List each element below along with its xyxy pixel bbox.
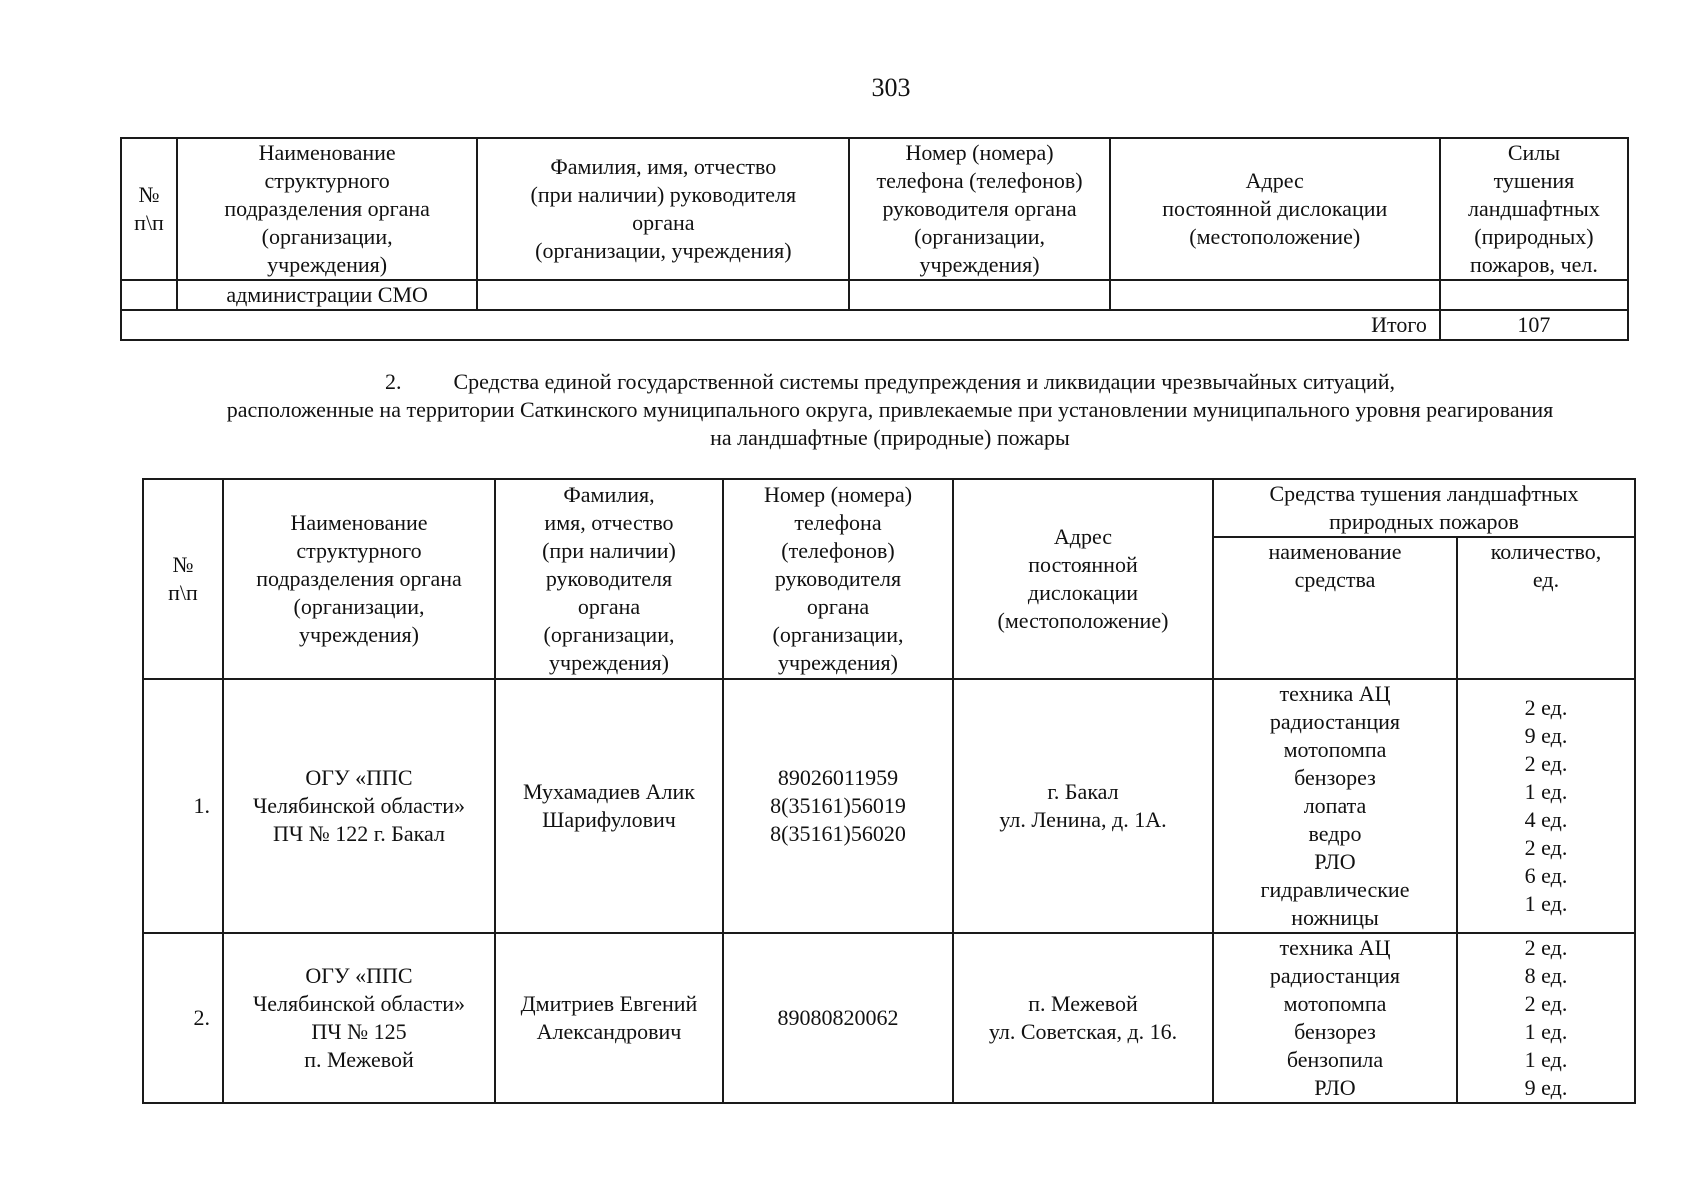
total-label: Итого: [121, 310, 1440, 340]
header-unit-name: Наименование структурного подразделения органа (организации, учреждения): [223, 479, 495, 679]
table-header-row: [143, 479, 1635, 537]
header-means-name: наименование средства: [1213, 537, 1457, 679]
means-table: [142, 478, 1636, 1104]
header-address: Адрес постоянной дислокации (местоположение): [1110, 138, 1440, 280]
total-value: 107: [1440, 310, 1628, 340]
page-number: 303: [871, 73, 911, 102]
section-2-heading: [0, 368, 1698, 452]
cell-unit-name: ОГУ «ППС Челябинской области» ПЧ № 122 г. Бакал: [223, 679, 495, 933]
cell-means-name: техника АЦ радиостанция мотопомпа бензорез бензопила РЛО: [1213, 933, 1457, 1103]
header-phone: Номер (номера) телефона (телефонов) руководителя органа (организации, учреждения): [849, 138, 1109, 280]
cell-head-name: Мухамадиев Алик Шарифулович: [495, 679, 723, 933]
cell-unit-name: администрации СМО: [177, 280, 477, 310]
header-means-group: Средства тушения ландшафтных природных пожаров: [1213, 479, 1635, 537]
header-forces: Силы тушения ландшафтных (природных) пожаров, чел.: [1440, 138, 1628, 280]
cell-phone: 89026011959 8(35161)56019 8(35161)56020: [723, 679, 953, 933]
cell-means-qty: 2 ед. 9 ед. 2 ед. 1 ед. 4 ед. 2 ед. 6 ед. 1 ед.: [1457, 679, 1635, 933]
header-num: № п\п: [121, 138, 177, 280]
table-row: [121, 280, 1628, 310]
cell-address: г. Бакал ул. Ленина, д. 1А.: [953, 679, 1213, 933]
header-phone: Номер (номера) телефона (телефонов) руководителя органа (организации, учреждения): [723, 479, 953, 679]
header-address: Адрес постоянной дислокации (местоположение): [953, 479, 1213, 679]
cell-means-name: техника АЦ радиостанция мотопомпа бензорез лопата ведро РЛО гидравлические ножницы: [1213, 679, 1457, 933]
section-number: 2.: [385, 369, 402, 394]
table-header-row: [121, 138, 1628, 280]
forces-table: [120, 137, 1629, 341]
table-row: [143, 933, 1635, 1103]
cell-means-qty: 2 ед. 8 ед. 2 ед. 1 ед. 1 ед. 9 ед.: [1457, 933, 1635, 1103]
cell-unit-name: ОГУ «ППС Челябинской области» ПЧ № 125 п. Межевой: [223, 933, 495, 1103]
section-title-line2: расположенные на территории Саткинского муниципального округа, привлекаемые при установлении муниципального уровня реагирования: [226, 397, 1554, 422]
table-row: [143, 679, 1635, 933]
cell-phone: 89080820062: [723, 933, 953, 1103]
header-unit-name: Наименование структурного подразделения органа (организации, учреждения): [177, 138, 477, 280]
cell-address: п. Межевой ул. Советская, д. 16.: [953, 933, 1213, 1103]
header-num: № п\п: [143, 479, 223, 679]
cell-num: 2.: [143, 933, 223, 1103]
header-head-name: Фамилия, имя, отчество (при наличии) руководителя органа (организации, учреждения): [477, 138, 849, 280]
total-row: [121, 310, 1628, 340]
header-head-name: Фамилия, имя, отчество (при наличии) руководителя органа (организации, учреждения): [495, 479, 723, 679]
cell-num: 1.: [143, 679, 223, 933]
section-title-line3: на ландшафтные (природные) пожары: [710, 425, 1070, 450]
section-title-line1: Средства единой государственной системы предупреждения и ликвидации чрезвычайных ситуаций,: [453, 369, 1395, 394]
header-means-qty: количество, ед.: [1457, 537, 1635, 679]
cell-head-name: Дмитриев Евгений Александрович: [495, 933, 723, 1103]
